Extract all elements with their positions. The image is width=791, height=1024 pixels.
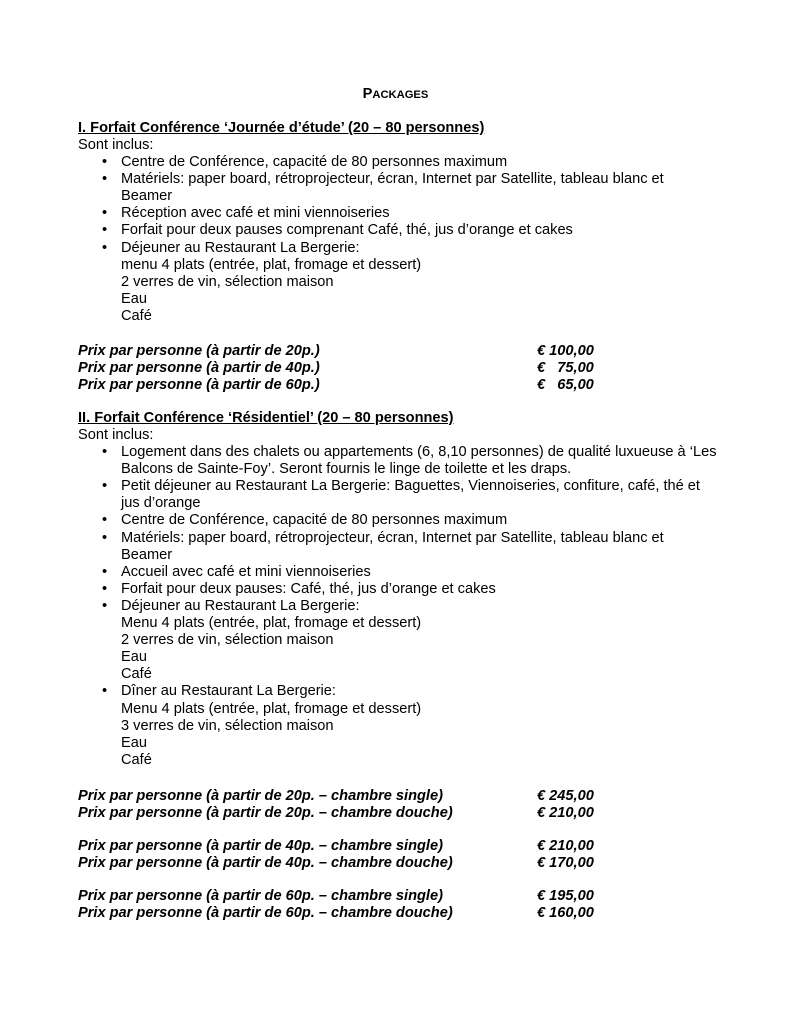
price-row: Prix par personne (à partir de 60p. – chambre douche) € 160,00 [78,905,594,922]
price-table-journee [78,343,638,394]
price-row: Prix par personne (à partir de 20p.) € 100,00 [78,343,594,359]
bullet-icon: • [102,597,108,614]
section-journee-etude [78,120,738,325]
list-item: • Accueil avec café et mini viennoiseries [102,563,371,580]
section-intro: Sont inclus: [78,427,154,443]
price-group-40p [78,838,638,872]
price-row: Prix par personne (à partir de 40p. – chambre single) € 210,00 [78,838,594,854]
bullet-icon: • [102,222,108,239]
section-heading: II. Forfait Conférence ‘Résidentiel’ (20 – 80 personnes) [78,410,454,426]
list-item: • Réception avec café et mini viennoiseries [102,205,390,222]
title-rest: ACKAGES [372,89,429,101]
price-group-60p [78,888,638,922]
list-item: • Déjeuner au Restaurant La Bergerie: menu 4 plats (entrée, plat, fromage et dessert) 2 verres de vin, sélection maison Eau Café [102,239,422,324]
bullet-icon: • [102,154,108,171]
bullet-icon: • [102,239,108,256]
list-item: • Petit déjeuner au Restaurant La Bergerie: Baguettes, Viennoiseries, confiture, café, thé et jus d’orange [102,478,700,512]
list-item: • Centre de Conférence, capacité de 80 personnes maximum [102,512,508,529]
list-item: • Centre de Conférence, capacité de 80 personnes maximum [102,154,508,171]
list-item: • Déjeuner au Restaurant La Bergerie: Menu 4 plats (entrée, plat, fromage et dessert) 2 verres de vin, sélection maison Eau Café [102,597,422,683]
list-item: • Matériels: paper board, rétroprojecteur, écran, Internet par Satellite, tableau blanc et Beamer [102,171,664,205]
title-initial: P [362,86,373,102]
included-list [78,154,738,325]
bullet-icon: • [102,478,108,495]
price-row: Prix par personne (à partir de 60p. – chambre single) € 195,00 [78,888,594,904]
bullet-icon: • [102,529,108,546]
bullet-icon: • [102,205,108,222]
list-item: • Logement dans des chalets ou appartements (6, 8,10 personnes) de qualité luxueuse à ‘Les Balcons de Sainte-Foy’. Seront fournis le linge de toilette et les draps. [102,444,717,478]
list-item: • Dîner au Restaurant La Bergerie: Menu 4 plats (entrée, plat, fromage et dessert) 3 verres de vin, sélection maison Eau Café [102,683,422,768]
section-intro: Sont inclus: [78,137,154,153]
list-item: • Forfait pour deux pauses comprenant Café, thé, jus d’orange et cakes [102,222,573,239]
price-row: Prix par personne (à partir de 60p.) € 65,00 [78,377,594,394]
section-heading: I. Forfait Conférence ‘Journée d’étude’ (20 – 80 personnes) [78,120,485,136]
bullet-icon: • [102,683,108,700]
price-row: Prix par personne (à partir de 40p.) € 75,00 [78,360,594,377]
section-residentiel [78,410,738,769]
bullet-icon: • [102,563,108,580]
list-item: • Forfait pour deux pauses: Café, thé, jus d’orange et cakes [102,580,496,597]
price-row: Prix par personne (à partir de 20p. – chambre single) € 245,00 [78,788,594,804]
bullet-icon: • [102,580,108,597]
included-list [78,444,738,769]
list-item: • Matériels: paper board, rétroprojecteur, écran, Internet par Satellite, tableau blanc et Beamer [102,529,664,563]
bullet-icon: • [102,512,108,529]
price-row: Prix par personne (à partir de 40p. – chambre douche) € 170,00 [78,855,594,872]
price-group-20p [78,788,638,822]
bullet-icon: • [102,444,108,461]
price-row: Prix par personne (à partir de 20p. – chambre douche) € 210,00 [78,805,594,822]
bullet-icon: • [102,171,108,188]
page-title [0,86,791,104]
